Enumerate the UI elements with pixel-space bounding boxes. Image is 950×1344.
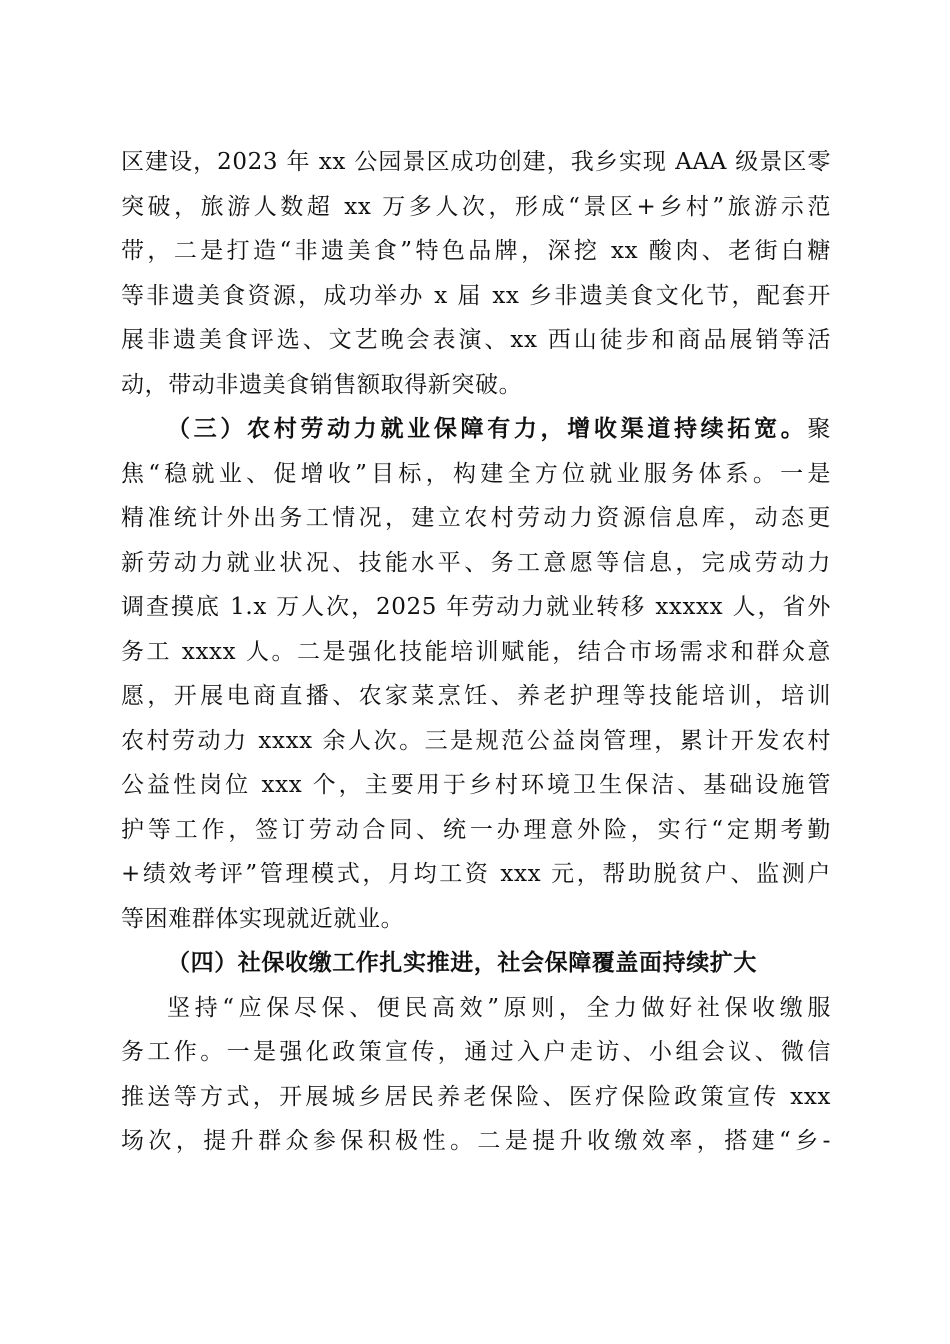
paragraph-tourism: [121, 140, 831, 407]
section-heading-3: （三）农村劳动力就业保障有力，增收渠道持续拓宽。: [167, 415, 808, 442]
text-line: 等困难群体实现就近就业。: [121, 905, 405, 932]
text-line: 护等工作，签订劳动合同、统一办理意外险，实行“定期考勤: [121, 816, 831, 843]
paragraph-employment: [121, 407, 831, 941]
text-line: 推送等方式，开展城乡居民养老保险、医疗保险政策宣传 xxx: [121, 1083, 831, 1110]
section-heading-line: [121, 407, 831, 452]
text-line: 动，带动非遗美食销售额取得新突破。: [121, 371, 523, 398]
text-line: 公益性岗位 xxx 个，主要用于乡村环境卫生保洁、基础设施管: [121, 772, 831, 798]
text-line: 带，二是打造“非遗美食”特色品牌，深挖 xx 酸肉、老街白糖: [121, 238, 831, 264]
text-line: 区建设，2023 年 xx 公园景区成功创建，我乡实现 AAA 级景区零: [121, 149, 831, 175]
text-line: 展非遗美食评选、文艺晚会表演、xx 西山徒步和商品展销等活: [121, 327, 831, 353]
section-heading-4: （四）社保收缴工作扎实推进，社会保障覆盖面持续扩大: [167, 949, 757, 976]
document-body: [121, 140, 831, 1164]
text-line: 场次，提升群众参保积极性。二是提升收缴效率，搭建“乡-: [121, 1128, 831, 1154]
text-line: 农村劳动力 xxxx 余人次。三是规范公益岗管理，累计开发农村: [121, 727, 831, 754]
text-line: 精准统计外出务工情况，建立农村劳动力资源信息库，动态更: [121, 505, 831, 531]
heading-line-rest: 聚: [807, 416, 831, 442]
text-line: 务工 xxxx 人。二是强化技能培训赋能，结合市场需求和群众意: [121, 638, 831, 665]
text-line: 调查摸底 1.x 万人次，2025 年劳动力就业转移 xxxxx 人，省外: [121, 594, 831, 620]
text-line: 愿，开展电商直播、农家菜烹饪、养老护理等技能培训，培训: [121, 683, 831, 709]
paragraph-social-security-heading: [121, 941, 831, 986]
text-line: 突破，旅游人数超 xx 万多人次，形成“景区+乡村”旅游示范: [121, 193, 831, 220]
text-line: 等非遗美食资源，成功举办 x 届 xx 乡非遗美食文化节，配套开: [121, 282, 831, 309]
paragraph-social-security: [121, 986, 831, 1164]
text-line: 新劳动力就业状况、技能水平、务工意愿等信息，完成劳动力: [121, 549, 831, 576]
text-line: 坚持“应保尽保、便民高效”原则，全力做好社保收缴服: [167, 994, 831, 1021]
text-line: 务工作。一是强化政策宣传，通过入户走访、小组会议、微信: [121, 1039, 831, 1065]
text-line: +绩效考评”管理模式，月均工资 xxx 元，帮助脱贫户、监测户: [121, 861, 831, 887]
text-line: 焦“稳就业、促增收”目标，构建全方位就业服务体系。一是: [121, 460, 831, 487]
